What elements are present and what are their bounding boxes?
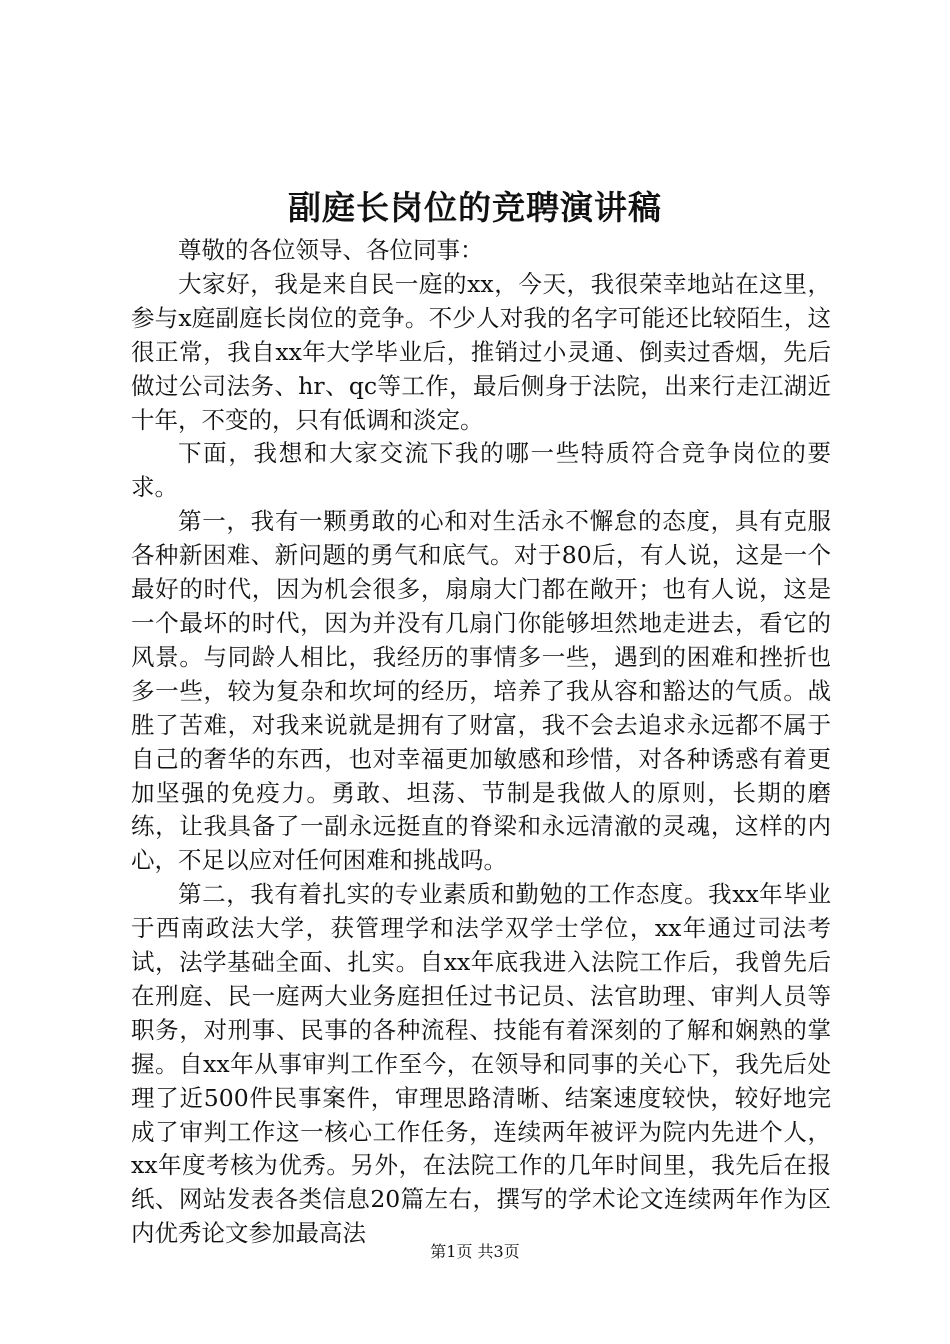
page-number-footer: 第1页 共3页: [430, 1242, 520, 1261]
body-paragraph: 大家好，我是来自民一庭的xx，今天，我很荣幸地站在这里，参与x庭副庭长岗位的竞争。不少人对我的名字可能还比较陌生，这很正常，我自xx年大学毕业后，推销过小灵通、倒卖过香烟，先后做过公司法务、hr、qc等工作，最后侧身于法院，出来行走江湖近十年，不变的，只有低调和淡定。: [131, 269, 831, 434]
body-paragraph: 第二，我有着扎实的专业素质和勤勉的工作态度。我xx年毕业于西南政法大学，获管理学和法学双学士学位，xx年通过司法考试，法学基础全面、扎实。自xx年底我进入法院工作后，我曾先后在刑庭、民一庭两大业务庭担任过书记员、法官助理、审判人员等职务，对刑事、民事的各种流程、技能有着深刻的了解和娴熟的掌握。自xx年从事审判工作至今，在领导和同事的关心下，我先后处理了近500件民事案件，审理思路清晰、结案速度较快，较好地完成了审判工作这一核心工作任务，连续两年被评为院内先进个人，xx年度考核为优秀。另外，在法院工作的几年时间里，我先后在报纸、网站发表各类信息20篇左右，撰写的学术论文连续两年作为区内优秀论文参加最高法: [131, 880, 831, 1248]
body-paragraph: 下面，我想和大家交流下我的哪一些特质符合竞争岗位的要求。: [131, 439, 831, 502]
salutation-paragraph: 尊敬的各位领导、各位同事：: [178, 236, 484, 264]
document-body: [131, 234, 831, 1251]
body-paragraph: 第一，我有一颗勇敢的心和对生活永不懈怠的态度，具有克服各种新困难、新问题的勇气和底气。对于80后，有人说，这是一个最好的时代，因为机会很多，扇扇大门都在敞开；也有人说，这是一个最坏的时代，因为并没有几扇门你能够坦然地走进去，看它的风景。与同龄人相比，我经历的事情多一些，遇到的困难和挫折也多一些，较为复杂和坎坷的经历，培养了我从容和豁达的气质。战胜了苦难，对我来说就是拥有了财富，我不会去追求永远都不属于自己的奢华的东西，也对幸福更加敏感和珍惜，对各种诱惑有着更加坚强的免疫力。勇敢、坦荡、节制是我做人的原则，长期的磨练，让我具备了一副永远挺直的脊梁和永远清澈的灵魂，这样的内心，不足以应对任何困难和挑战吗。: [131, 507, 831, 875]
document-title: 副庭长岗位的竞聘演讲稿: [288, 188, 662, 227]
